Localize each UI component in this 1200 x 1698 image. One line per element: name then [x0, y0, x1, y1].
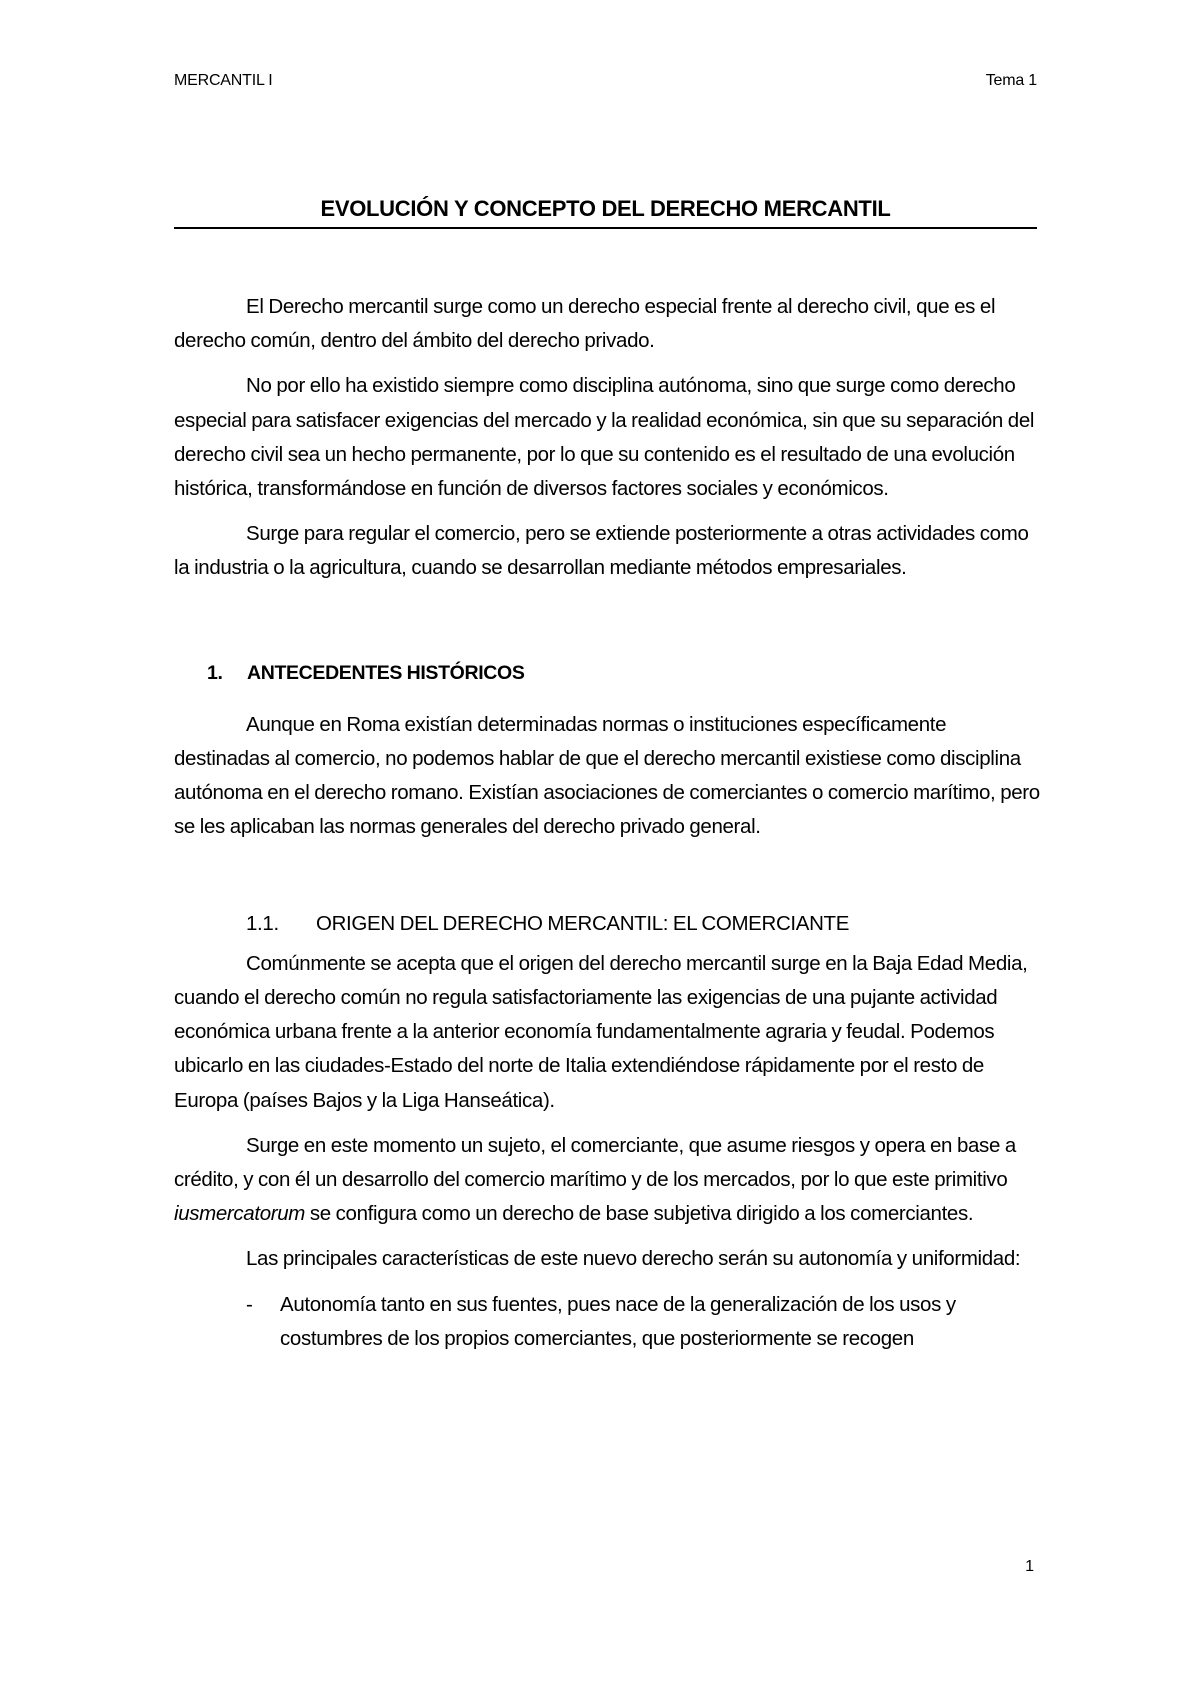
- page-header: [174, 72, 1037, 90]
- subsection-number: 1.1.: [246, 911, 279, 935]
- document-title: EVOLUCIÓN Y CONCEPTO DEL DERECHO MERCANTIL: [320, 196, 891, 221]
- section-paragraph: Aunque en Roma existían determinadas normas o instituciones específicamente destinadas al comercio, no podemos hablar de que el derecho mercantil existiese como disciplina autónoma en el derecho romano. Existían asociaciones de comerciantes o comercio marítimo, pero se les aplicaban las normas generales del derecho privado general.: [174, 712, 1040, 839]
- latin-term: iusmercatorum: [174, 1202, 306, 1226]
- paragraph-text: Surge en este momento un sujeto, el comerciante, que asume riesgos y opera en base a crédito, y con él un desarrollo del comercio marítimo y de los mercados, por lo que este primitivo: [174, 1133, 1016, 1192]
- section-title: ANTECEDENTES HISTÓRICOS: [247, 661, 525, 684]
- section-number: 1.: [207, 661, 223, 684]
- dash-marker: -: [246, 1292, 253, 1316]
- intro-paragraph: Surge para regular el comercio, pero se extiende posteriormente a otras actividades como la industria o la agricultura, cuando se desarrollan mediante métodos empresariales.: [174, 522, 1029, 580]
- subsection-heading-1-1: [174, 907, 1040, 941]
- header-subject: MERCANTIL I: [174, 72, 273, 89]
- header-topic: Tema 1: [985, 72, 1037, 89]
- page-number: 1: [1025, 1558, 1034, 1575]
- title-block: [174, 196, 1037, 229]
- paragraph-text: se configura como un derecho de base subjetiva dirigido a los comerciantes.: [305, 1202, 974, 1226]
- list-item: [246, 1288, 1040, 1356]
- intro-paragraph: No por ello ha existido siempre como disciplina autónoma, sino que surge como derecho especial para satisfacer exigencias del mercado y la realidad económica, sin que su separación del derecho civil sea un hecho permanente, por lo que su contenido es el resultado de una evolución histórica, transformándose en función de diversos factores sociales y económicos.: [174, 374, 1035, 501]
- document-body: [174, 290, 1040, 1356]
- section-heading-1: [174, 656, 1040, 690]
- subsection-title: ORIGEN DEL DERECHO MERCANTIL: EL COMERCIANTE: [316, 911, 850, 935]
- subsection-paragraph: Comúnmente se acepta que el origen del derecho mercantil surge en la Baja Edad Media, cuando el derecho común no regula satisfactoriamente las exigencias de una pujante actividad económica urbana frente a la anterior economía fundamentalmente agraria y feudal. Podemos ubicarlo en las ciudades-Estado del norte de Italia extendiéndose rápidamente por el resto de Europa (países Bajos y la Liga Hanseática).: [174, 951, 1028, 1112]
- characteristics-list: [174, 1288, 1040, 1356]
- subsection-paragraph: Las principales características de este nuevo derecho serán su autonomía y uniformidad:: [246, 1247, 1021, 1271]
- subsection-paragraph: [174, 1129, 1040, 1232]
- list-item-text: Autonomía tanto en sus fuentes, pues nace de la generalización de los usos y costumbres de los propios comerciantes, que posteriormente se recogen: [280, 1292, 956, 1350]
- intro-paragraph: El Derecho mercantil surge como un derecho especial frente al derecho civil, que es el derecho común, dentro del ámbito del derecho privado.: [174, 295, 996, 353]
